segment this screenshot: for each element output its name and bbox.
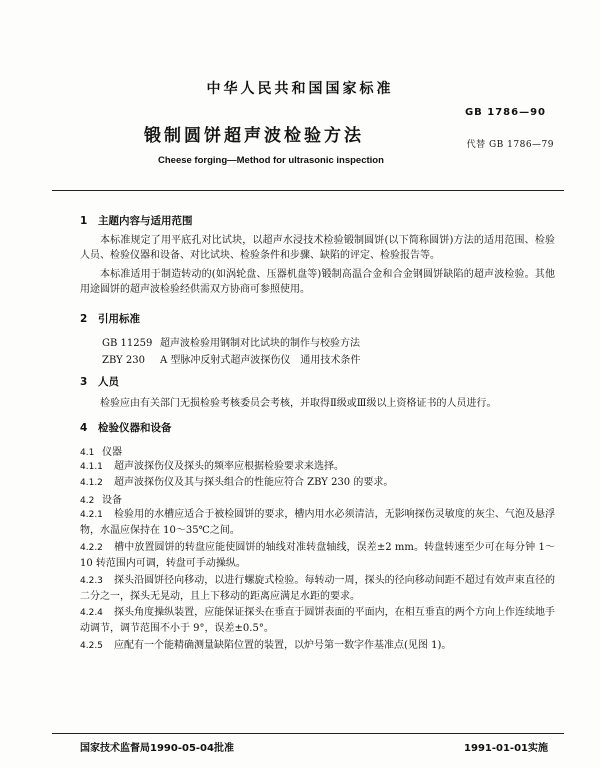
- national-standard-header: 中华人民共和国国家标准: [206, 81, 394, 97]
- clause-4-1-heading: [80, 443, 122, 458]
- clause-4-1-2: [80, 475, 555, 491]
- section-4-heading: [80, 420, 172, 435]
- reference-item: [102, 351, 360, 366]
- clause-number: 4.1.1: [80, 462, 103, 472]
- clause-text: 超声波探伤仪及其与探头组合的性能应符合 ZBY 230 的要求。: [114, 477, 394, 488]
- reference-code: ZBY 230: [102, 355, 145, 366]
- clause-4-1-1: [80, 459, 555, 475]
- clause-text: 检验用的水槽应适合于被检圆饼的要求，槽内用水必须清洁，无影响探伤灵敏度的灰尘、气泡及悬浮物，水温应保持在 10～35℃之间。: [80, 509, 555, 536]
- section-number: 1: [80, 215, 88, 227]
- clause-title: 仪器: [102, 447, 122, 458]
- section-1-heading: [80, 213, 193, 228]
- clause-number: 4.1.2: [80, 478, 103, 488]
- approval-date: 国家技术监督局1990-05-04批准: [80, 743, 234, 754]
- english-title: Cheese forging—Method for ultrasonic inspection: [158, 155, 384, 166]
- clause-number: 4.2.1: [80, 510, 103, 520]
- clause-number: 4.1: [80, 448, 95, 458]
- section-number: 4: [80, 422, 88, 434]
- clause-4-2-2: [80, 540, 555, 571]
- clause-text: 超声波探伤仪及探头的频率应根据检验要求来选择。: [114, 461, 344, 472]
- clause-4-2-4: [80, 605, 555, 636]
- clause-text: 探头角度操纵装置，应能保证探头在垂直于圆饼表面的平面内，在相互垂直的两个方向上作连续地手动调节，调节范围不小于 9°，误差±0.5°。: [80, 607, 555, 634]
- implementation-date: 1991-01-01实施: [464, 743, 548, 754]
- clause-number: 4.2.3: [80, 576, 103, 586]
- section-3-paragraph: 检验应由有关部门无损检验考核委员会考核，并取得Ⅱ级或Ⅲ级以上资格证书的人员进行。: [100, 398, 497, 409]
- clause-number: 4.2.4: [80, 608, 103, 618]
- clause-text: 应配有一个能精确测量缺陷位置的装置，以炉号第一数字作基准点(见图 1)。: [114, 640, 452, 651]
- document-title: 锻制圆饼超声波检验方法: [144, 126, 364, 146]
- clause-4-2-1: [80, 507, 555, 538]
- replaces-standard: 代替 GB 1786—79: [466, 140, 554, 150]
- clause-text: 槽中放置圆饼的转盘应能使圆饼的轴线对准转盘轴线，误差±2 mm。转盘转速至少可在每分钟 1～10 转范围内可调，转盘可手动操纵。: [80, 542, 555, 569]
- section-2-heading: [80, 311, 140, 326]
- section-1-paragraph-1: 本标准规定了用平底孔对比试块，以超声水浸技术检验锻制圆饼(以下简称圆饼)方法的适用范围、检验人员、检验仪器和设备、对比试块、检验条件和步骤、缺陷的评定、检验报告等。: [80, 235, 555, 261]
- section-number: 2: [80, 313, 88, 325]
- clause-text: 探头沿圆饼径向移动，以进行螺旋式检验。每转动一周，探头的径向移动间距不超过有效声束直径的二分之一，探头无晃动，且上下移动的距离应满足水距的要求。: [80, 575, 555, 602]
- section-title: 检验仪器和设备: [98, 422, 172, 434]
- section-title: 主题内容与适用范围: [98, 215, 193, 227]
- clause-4-2-3: [80, 573, 555, 604]
- footer-divider: [52, 733, 564, 734]
- reference-text: A 型脉冲反射式超声波探伤仪 通用技术条件: [160, 355, 361, 366]
- header-divider: [52, 190, 564, 191]
- reference-text: 超声波检验用钢制对比试块的制作与校验方法: [160, 338, 360, 349]
- section-3-heading: [80, 374, 119, 389]
- reference-item: [102, 334, 360, 349]
- clause-title: 设备: [102, 495, 122, 506]
- section-title: 人员: [98, 376, 119, 388]
- standard-number: GB 1786—90: [464, 107, 546, 118]
- clause-number: 4.2: [80, 496, 95, 506]
- section-number: 3: [80, 376, 88, 388]
- clause-4-2-heading: [80, 491, 122, 506]
- clause-number: 4.2.2: [80, 543, 103, 553]
- section-title: 引用标准: [98, 313, 140, 325]
- reference-code: GB 11259: [102, 338, 153, 349]
- section-1-paragraph-2: 本标准适用于制造转动的(如涡轮盘、压器机盘等)锻制高温合金和合金钢圆饼缺陷的超声波检验。其他用途圆饼的超声波检验经供需双方协商可参照使用。: [80, 269, 555, 295]
- clause-4-2-5: [80, 638, 555, 654]
- clause-number: 4.2.5: [80, 641, 103, 651]
